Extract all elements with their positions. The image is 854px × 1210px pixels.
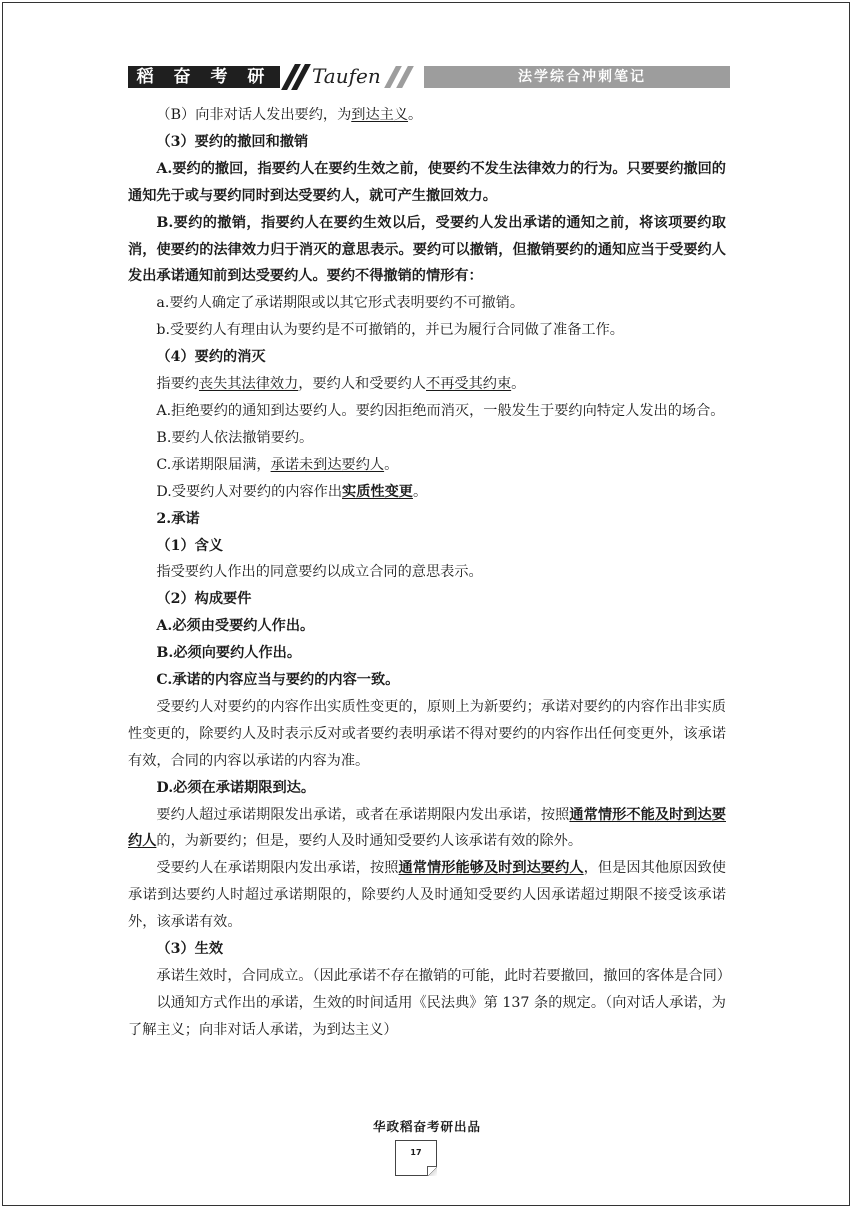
- paragraph-p9: [128, 398, 726, 425]
- text-segment: 以通知方式作出的承诺，生效的时间适用《民法典》第 137 条的规定。（向对话人承诺，为了解主义；向非对话人承诺，为到达主义）: [128, 994, 726, 1038]
- text-segment: 。: [408, 107, 423, 123]
- text-segment: （3）要约的撤回和撤销: [156, 133, 309, 150]
- text-segment: B.要约的撤销，指要约人在要约生效以后，受要约人发出承诺的通知之前，将该项要约取消，使要约的法律效力归于消灭的意思表示。要约可以撤销，但撤销要约的通知应当于受要约人发出承诺通知前到达受要约人。要约不得撤销的情形有：: [128, 214, 726, 285]
- text-segment: （B）向非对话人发出要约，为: [156, 107, 352, 123]
- text-segment: 。: [511, 376, 526, 393]
- paragraph-p5: [128, 290, 726, 317]
- page-fold-corner: [427, 1166, 437, 1176]
- paragraph-p18: [128, 640, 726, 667]
- text-segment: 受要约人对要约的内容作出实质性变更的，原则上为新要约；承诺对要约的内容作出非实质性变更的，除要约人及时表示反对或者要约表明承诺不得对要约的内容作出任何变更外，该承诺有效，合同的内容以承诺的内容为准。: [128, 698, 726, 769]
- text-segment: B.要约人依法撤销要约。: [156, 429, 314, 446]
- text-segment: C.承诺的内容应当与要约的内容一致。: [156, 672, 400, 689]
- text-segment: 承诺生效时，合同成立。（因此承诺不存在撤销的可能，此时若要撤回，撤回的客体是合同）: [156, 968, 731, 984]
- text-segment: 。: [412, 483, 428, 500]
- paragraph-p16: [128, 586, 726, 613]
- paragraph-p24: [128, 936, 726, 963]
- paragraph-p1: [128, 102, 726, 129]
- paragraph-p4: [128, 210, 726, 291]
- emphasis-text: 到达主义: [351, 107, 409, 123]
- text-segment: D.必须在承诺期限到达。: [156, 779, 316, 796]
- paragraph-p7: [128, 344, 726, 371]
- paragraph-p26: [128, 990, 726, 1044]
- text-segment: B.必须向要约人作出。: [156, 645, 302, 662]
- paragraph-p3: [128, 156, 726, 210]
- paragraph-p11: [128, 452, 726, 479]
- emphasis-text: 不再受其约束: [426, 376, 512, 393]
- text-segment: （3）生效: [156, 941, 224, 958]
- text-segment: 的，为新要约；但是，要约人及时通知受要约人该承诺有效的除外。: [156, 833, 583, 850]
- paragraph-p15: [128, 559, 726, 586]
- text-segment: 2.承诺: [156, 510, 200, 527]
- paragraph-p21: [128, 775, 726, 802]
- text-segment: ，要约人和受要约人: [298, 376, 426, 393]
- emphasis-text: 通常情形不能及时到达要约人: [128, 806, 726, 850]
- paragraph-p17: [128, 613, 726, 640]
- paragraph-p12: [128, 479, 726, 506]
- emphasis-text: 丧失其法律效力: [198, 376, 299, 393]
- paragraph-p25: [128, 963, 731, 990]
- text-segment: 受要约人在承诺期限内发出承诺，按照: [156, 860, 399, 877]
- emphasis-text: 通常情形能够及时到达要约人: [398, 860, 584, 877]
- page-body: [128, 102, 731, 1044]
- text-segment: （4）要约的消灭: [156, 349, 266, 366]
- text-segment: （1）含义: [156, 537, 224, 554]
- paragraph-p13: [128, 506, 726, 533]
- text-segment: 指要约: [156, 376, 199, 393]
- text-segment: a.要约人确定了承诺期限或以其它形式表明要约不可撤销。: [156, 295, 525, 312]
- emphasis-text: 承诺未到达要约人: [270, 456, 385, 473]
- paragraph-p23: [128, 855, 726, 936]
- page-number-box: [395, 1140, 437, 1176]
- text-segment: A.拒绝要约的通知到达要约人。要约因拒绝而消灭，一般发生于要约向特定人发出的场合。: [156, 402, 725, 419]
- header-right-title: 法学综合冲刺笔记: [424, 66, 730, 88]
- text-segment: b.受要约人有理由认为要约是不可撤销的，并已为履行合同做了准备工作。: [156, 322, 624, 339]
- paragraph-p6: [128, 317, 726, 344]
- emphasis-text: 实质性变更: [342, 483, 413, 500]
- text-segment: C.承诺期限届满，: [156, 456, 271, 473]
- page-number: 17: [410, 1148, 422, 1157]
- paragraph-p19: [128, 667, 726, 694]
- text-segment: 要约人超过承诺期限发出承诺，或者在承诺期限内发出承诺，按照: [156, 806, 570, 823]
- text-segment: ，但是因其他原因致使承诺到达要约人时超过承诺期限的，除要约人及时通知受要约人因承诺超过期限不接受该承诺外，该承诺有效。: [128, 860, 726, 931]
- paragraph-p22: [128, 802, 726, 856]
- paragraph-p14: [128, 533, 726, 560]
- text-segment: 指受要约人作出的同意要约以成立合同的意思表示。: [156, 564, 483, 581]
- page-header: [128, 66, 730, 88]
- header-brand-logo: Taufen: [312, 64, 381, 88]
- paragraph-p8: [128, 371, 726, 398]
- text-segment: （2）构成要件: [156, 591, 252, 608]
- paragraph-p20: [128, 694, 726, 775]
- footer-publisher: 华政稻奋考研出品: [372, 1119, 481, 1134]
- text-segment: D.受要约人对要约的内容作出: [156, 483, 343, 500]
- paragraph-p2: [128, 129, 726, 156]
- text-segment: A.要约的撤回，指要约人在要约生效之前，使要约不发生法律效力的行为。只要要约撤回的通知先于或与要约同时到达受要约人，就可产生撤回效力。: [128, 160, 726, 204]
- text-segment: 。: [384, 456, 399, 473]
- paragraph-p10: [128, 425, 726, 452]
- header-left-title: 稻 奋 考 研: [128, 66, 280, 88]
- text-segment: A.必须由受要约人作出。: [156, 618, 315, 635]
